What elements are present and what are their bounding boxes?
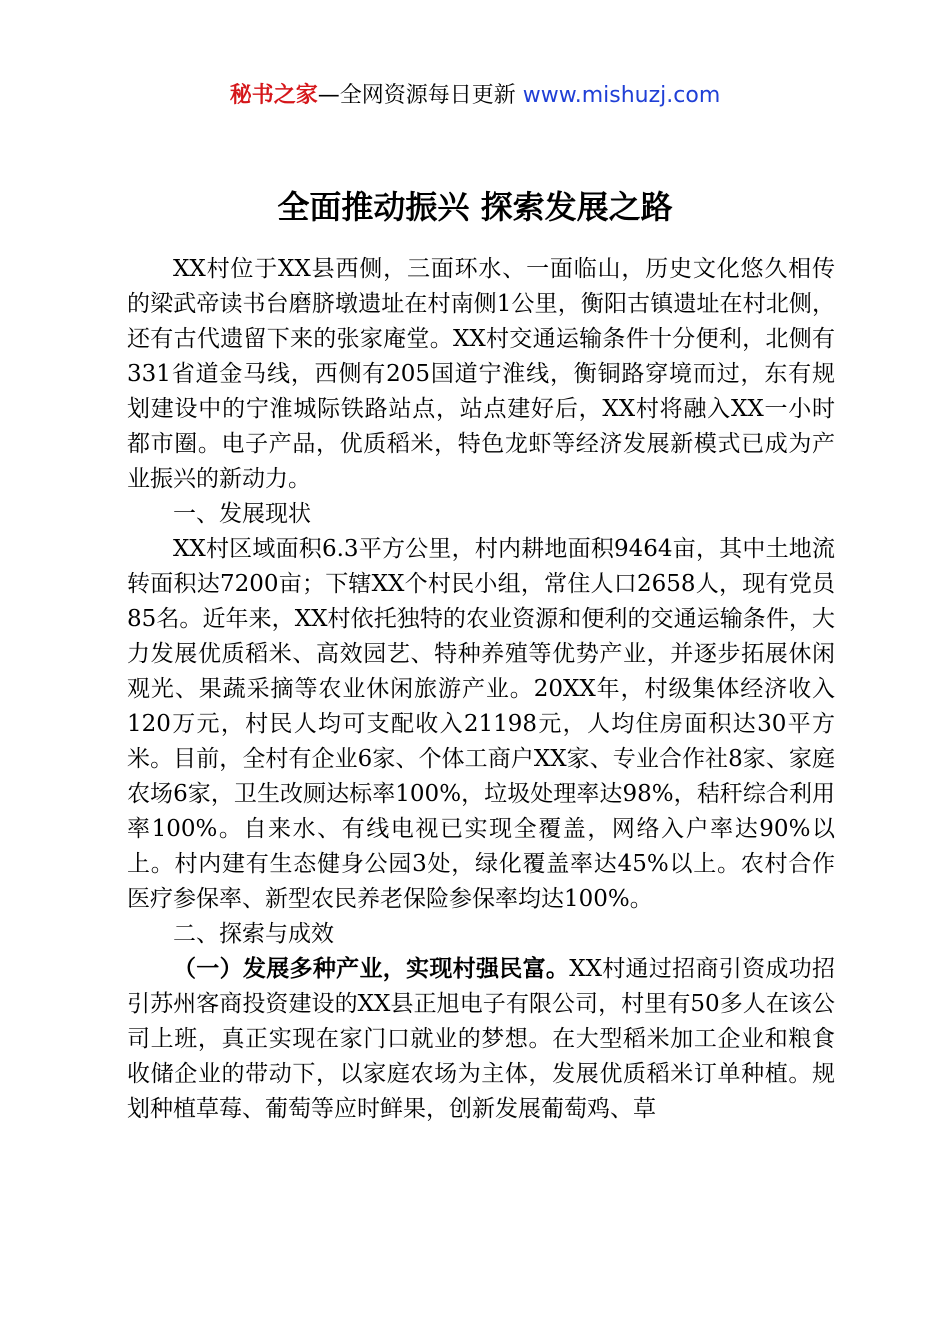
document-title: 全面推动振兴 探索发展之路 bbox=[277, 188, 673, 226]
section-heading-exploration: 二、探索与成效 bbox=[173, 921, 334, 947]
site-tagline: —全网资源每日更新 bbox=[317, 83, 516, 108]
intro-paragraph: XX村位于XX县西侧，三面环水、一面临山，历史文化悠久相传的梁武帝读书台磨脐墩遗址在村南侧1公里，衡阳古镇遗址在村北侧，还有古代遗留下来的张家庵堂。XX村交通运输条件十分便利，北侧有331省道金马线，西侧有205国道宁淮线，衡铜路穿境而过，东有规划建设中的宁淮城际铁路站点，站点建好后，XX村将融入XX一小时都市圈。电子产品，优质稻米，特色龙虾等经济发展新模式已成为产业振兴的新动力。 bbox=[127, 256, 835, 492]
site-url-link[interactable]: www.mishuzj.com bbox=[522, 83, 721, 108]
section-heading-status: 一、发展现状 bbox=[173, 501, 311, 527]
site-header bbox=[0, 78, 950, 114]
site-brand: 秘书之家 bbox=[229, 83, 318, 108]
subsection-paragraph bbox=[127, 952, 835, 1127]
subsection-text: XX村通过招商引资成功招引苏州客商投资建设的XX县正旭电子有限公司，村里有50多人在该公司上班，真正实现在家门口就业的梦想。在大型稻米加工企业和粮食收储企业的带动下，以家庭农场为主体，发展优质稻米订单种植。规划种植草莓、葡萄等应时鲜果，创新发展葡萄鸡、草 bbox=[127, 956, 836, 1122]
status-paragraph: XX村区域面积6.3平方公里，村内耕地面积9464亩，其中土地流转面积达7200亩；下辖XX个村民小组，常住人口2658人，现有党员85名。近年来，XX村依托独特的农业资源和便利的交通运输条件，大力发展优质稻米、高效园艺、特种养殖等优势产业，并逐步拓展休闲观光、果蔬采摘等农业休闲旅游产业。20XX年，村级集体经济收入120万元，村民人均可支配收入21198元，人均住房面积达30平方米。目前，全村有企业6家、个体工商户XX家、专业合作社8家、家庭农场6家，卫生改厕达标率100%，垃圾处理率达98%，秸秆综合利用率100%。自来水、有线电视已实现全覆盖，网络入户率达90%以上。村内建有生态健身公园3处，绿化覆盖率达45%以上。农村合作医疗参保率、新型农民养老保险参保率均达100%。 bbox=[127, 536, 835, 912]
subsection-heading: （一）发展多种产业，实现村强民富。 bbox=[173, 956, 570, 982]
document-body bbox=[127, 252, 835, 1127]
